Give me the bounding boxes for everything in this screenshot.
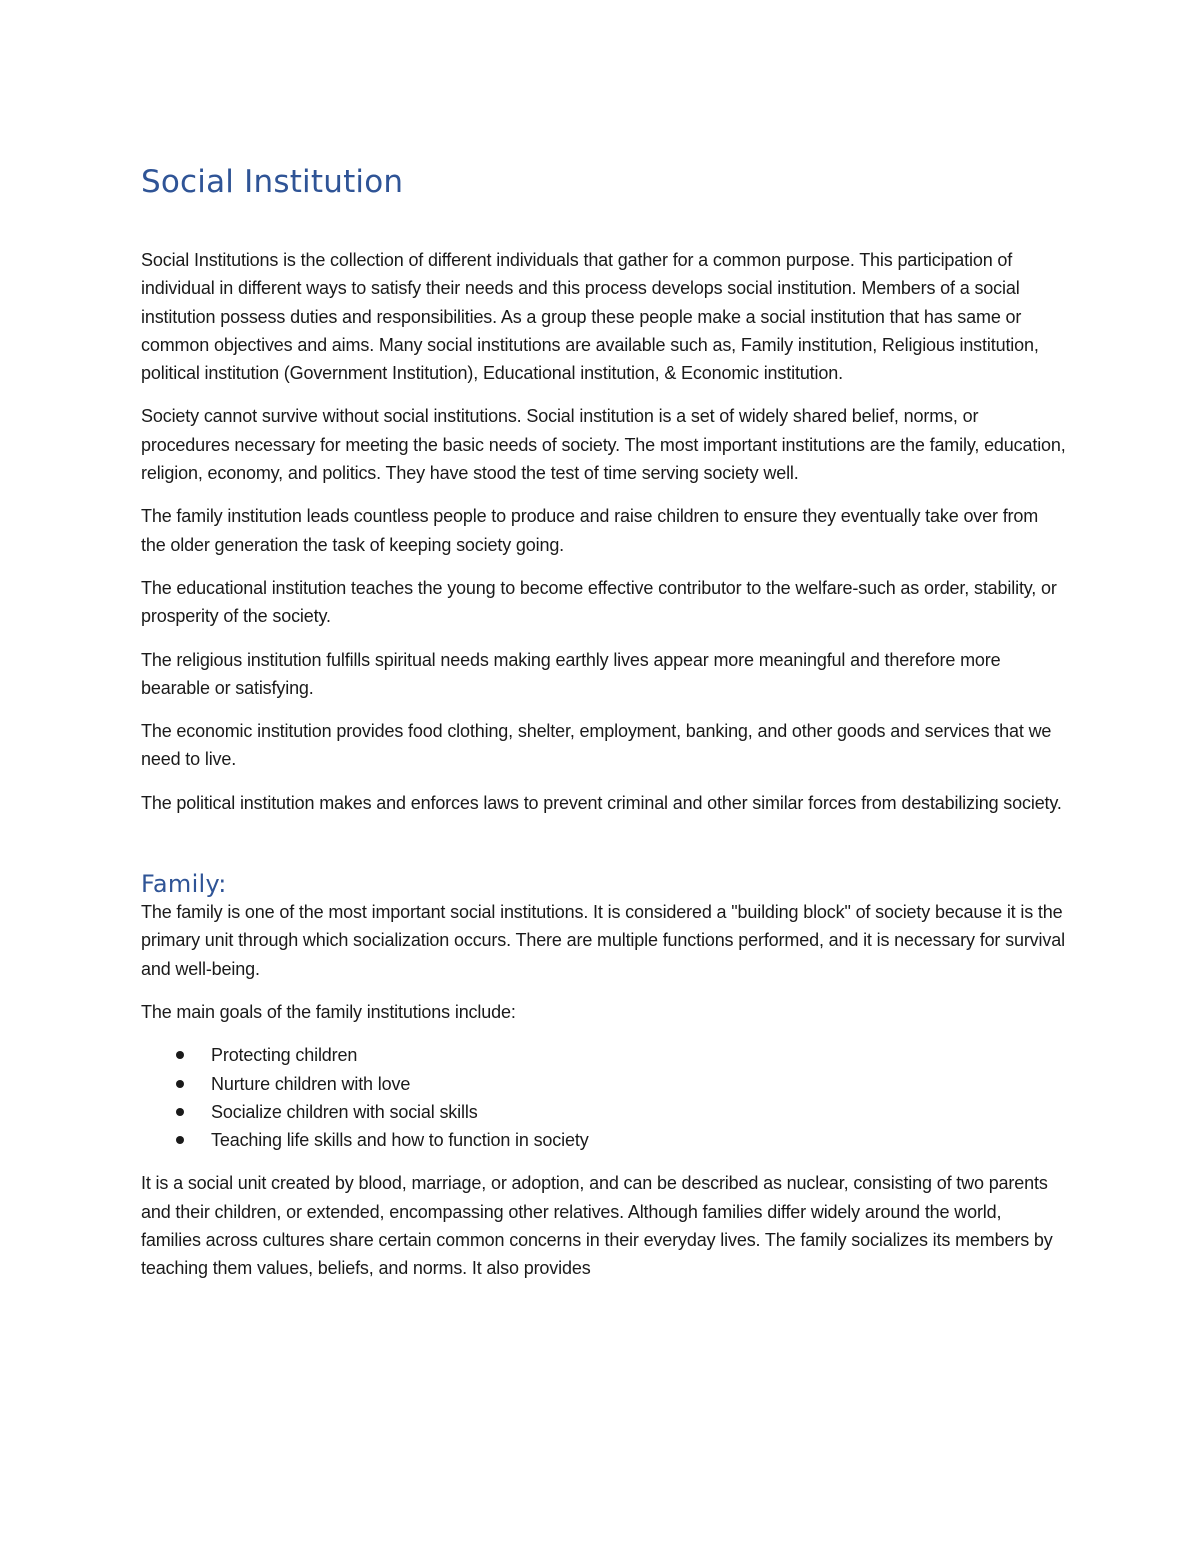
- intro-paragraph-educational-institution: The educational institution teaches the young to become effective contributor to the welfare-such as order, stability, or prosperity of the society.: [141, 577, 1057, 627]
- list-item: [141, 1041, 1066, 1069]
- family-goals-list: [141, 1041, 1066, 1154]
- intro-paragraph-religious-institution: The religious institution fulfills spiritual needs making earthly lives appear more meaningful and therefore more bearable or satisfying.: [141, 649, 1001, 698]
- list-item: [141, 1070, 1066, 1098]
- list-item: [141, 1126, 1066, 1154]
- bullet-icon: [176, 1080, 184, 1088]
- title-spacer: [141, 206, 1066, 246]
- document-title: Social Institution: [141, 164, 404, 200]
- intro-paragraph-definition: Social Institutions is the collection of different individuals that gather for a common purpose. This participation of individual in different ways to satisfy their needs and this process develops social institution. Members of a social institution possess duties and responsibilities. As a group these people make a social institution that has same or common objectives and aims. Many social institutions are available such as, Family institution, Religious institution, political institution (Government Institution), Educational institution, & Economic institution.: [141, 250, 1039, 384]
- intro-paragraph-political-institution: The political institution makes and enforces laws to prevent criminal and other similar forces from destabilizing society.: [141, 792, 1062, 813]
- list-item: [141, 1098, 1066, 1126]
- family-paragraph-definition: It is a social unit created by blood, marriage, or adoption, and can be described as nuclear, consisting of two parents and their children, or extended, encompassing other relatives. Although families differ widely around the world, families across cultures share certain common concerns in their everyday lives. The family socializes its members by teaching them values, beliefs, and norms. It also provides: [141, 1173, 1053, 1279]
- bullet-icon: [176, 1136, 184, 1144]
- list-item-text: Teaching life skills and how to function in society: [211, 1130, 589, 1151]
- family-section-heading: Family:: [141, 870, 227, 899]
- list-item-text: Protecting children: [211, 1045, 358, 1066]
- intro-paragraph-importance: Society cannot survive without social institutions. Social institution is a set of widely shared belief, norms, or procedures necessary for meeting the basic needs of society. The most important institutions are the family, education, religion, economy, and politics. They have stood the test of time serving society well.: [141, 406, 1066, 484]
- bullet-icon: [176, 1108, 184, 1116]
- family-paragraph-overview: The family is one of the most important social institutions. It is considered a "building block" of society because it is the primary unit through which socialization occurs. There are multiple functions performed, and it is necessary for survival and well-being.: [141, 902, 1065, 979]
- list-item-text: Socialize children with social skills: [211, 1101, 478, 1122]
- intro-paragraph-economic-institution: The economic institution provides food clothing, shelter, employment, banking, and other goods and services that we need to live.: [141, 721, 1052, 770]
- list-item-text: Nurture children with love: [211, 1073, 411, 1094]
- intro-paragraph-family-institution: The family institution leads countless people to produce and raise children to ensure they eventually take over from the older generation the task of keeping society going.: [141, 506, 1039, 555]
- document-body: [141, 158, 1066, 1298]
- family-goals-intro: The main goals of the family institutions include:: [141, 1001, 516, 1022]
- bullet-icon: [176, 1051, 184, 1059]
